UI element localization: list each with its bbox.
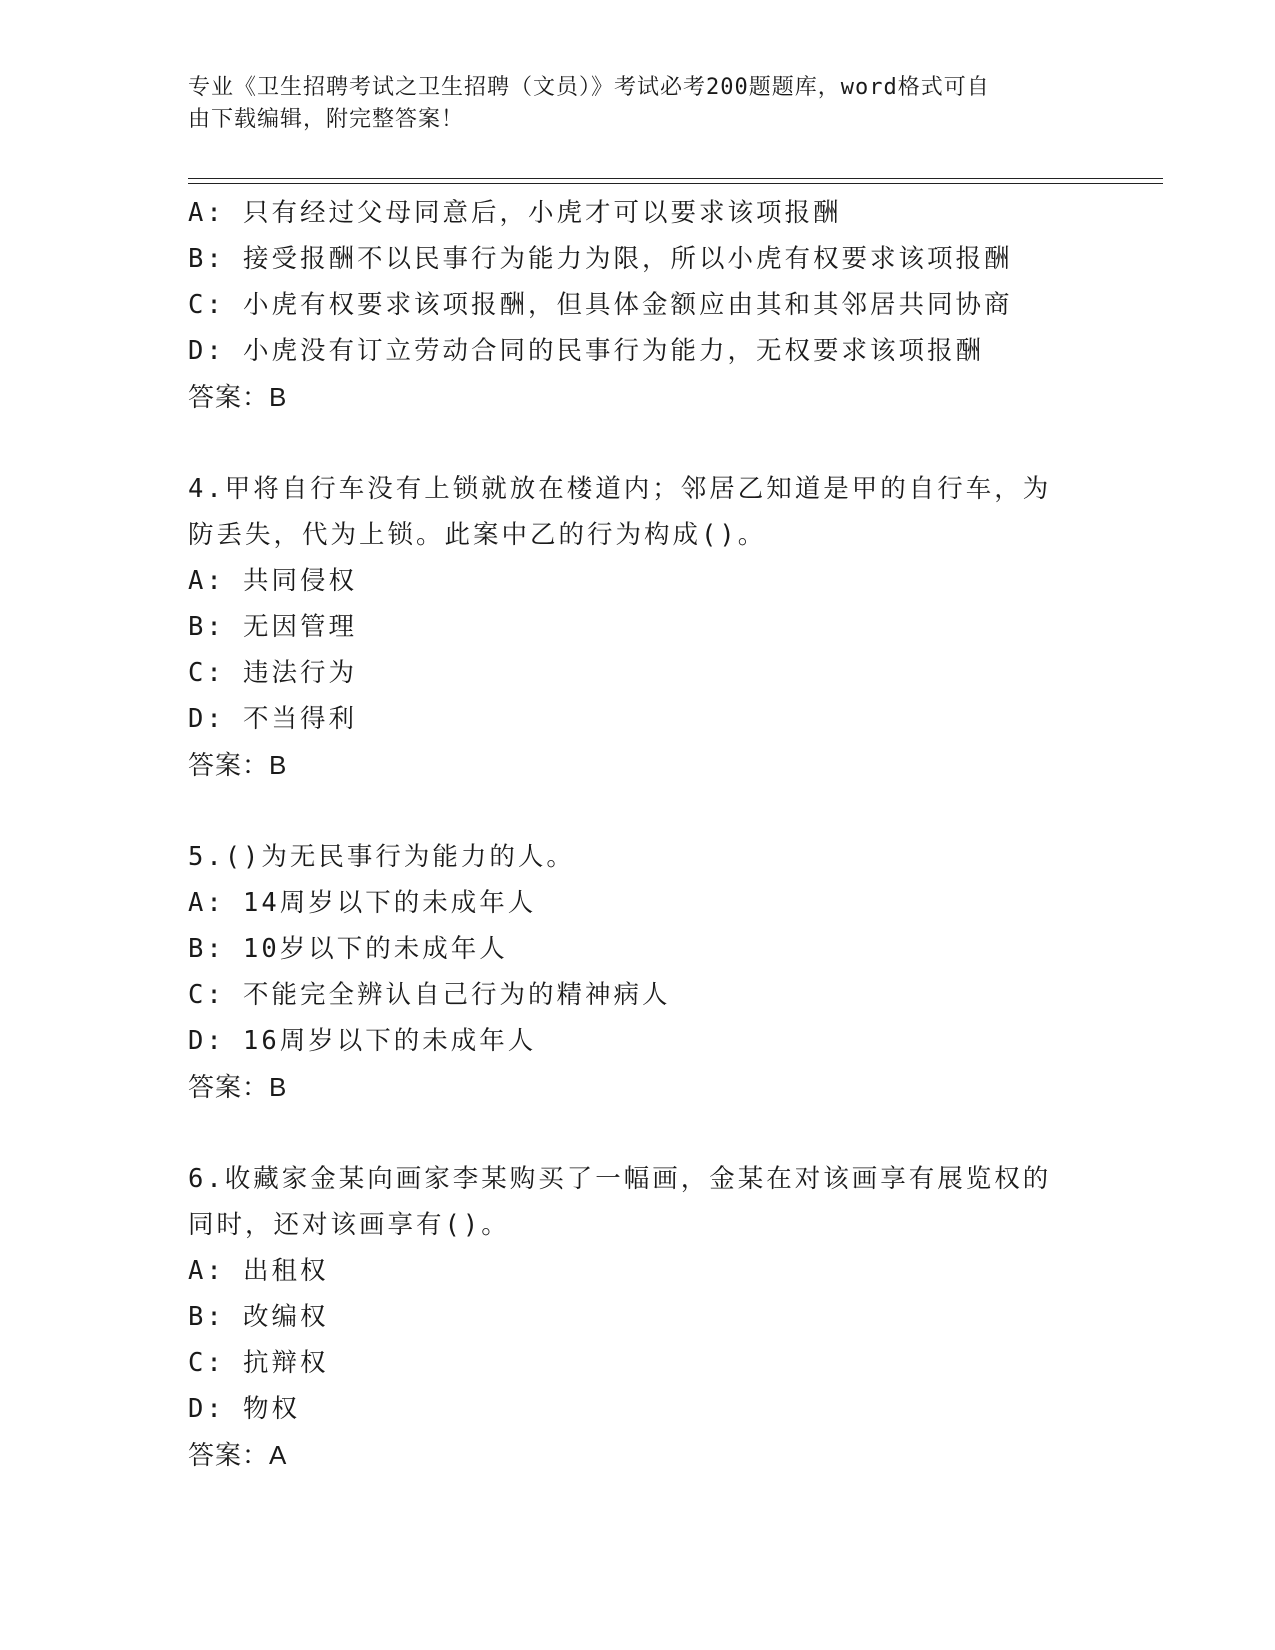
spacer [188,420,1088,466]
option-b: B: 10岁以下的未成年人 [188,934,508,964]
option-a: A: 共同侵权 [188,566,358,596]
question-stem-line-2: 同时，还对该画享有()。 [188,1210,510,1240]
option-b: B: 接受报酬不以民事行为能力为限，所以小虎有权要求该项报酬 [188,244,1013,274]
question-stem-line-1: 5.()为无民事行为能力的人。 [188,842,575,872]
question-4 [188,466,1088,788]
answer-line: 答案：A [188,1440,288,1470]
option-c: C: 抗辩权 [188,1348,329,1378]
question-stem-line-1: 6.收藏家金某向画家李某购买了一幅画，金某在对该画享有展览权的 [188,1164,1052,1194]
option-a: A: 出租权 [188,1256,329,1286]
question-5 [188,834,1088,1110]
option-c: C: 不能完全辨认自己行为的精神病人 [188,980,671,1010]
option-d: D: 小虎没有订立劳动合同的民事行为能力，无权要求该项报酬 [188,336,985,366]
question-stem-line-1: 4.甲将自行车没有上锁就放在楼道内；邻居乙知道是甲的自行车，为 [188,474,1052,504]
answer-line: 答案：B [188,382,288,412]
option-d: D: 物权 [188,1394,301,1424]
answer-line: 答案：B [188,1072,288,1102]
spacer [188,788,1088,834]
header-divider-top [188,178,1163,179]
option-c: C: 小虎有权要求该项报酬，但具体金额应由其和其邻居共同协商 [188,290,1013,320]
spacer [188,1110,1088,1156]
header-divider-bottom [188,183,1163,184]
option-b: B: 改编权 [188,1302,329,1332]
option-a: A: 14周岁以下的未成年人 [188,888,537,918]
header-line-2: 由下载编辑，附完整答案！ [188,107,465,132]
option-b: B: 无因管理 [188,612,358,642]
option-a: A: 只有经过父母同意后，小虎才可以要求该项报酬 [188,198,842,228]
option-d: D: 16周岁以下的未成年人 [188,1026,537,1056]
question-6 [188,1156,1088,1478]
answer-line: 答案：B [188,750,288,780]
option-d: D: 不当得利 [188,704,358,734]
header-line-1: 专业《卫生招聘考试之卫生招聘（文员）》考试必考200题题库，word格式可自 [188,75,990,100]
question-list [188,190,1088,1478]
question-3 [188,190,1088,420]
option-c: C: 违法行为 [188,658,358,688]
question-stem-line-2: 防丢失，代为上锁。此案中乙的行为构成()。 [188,520,767,550]
document-header [188,72,1068,136]
